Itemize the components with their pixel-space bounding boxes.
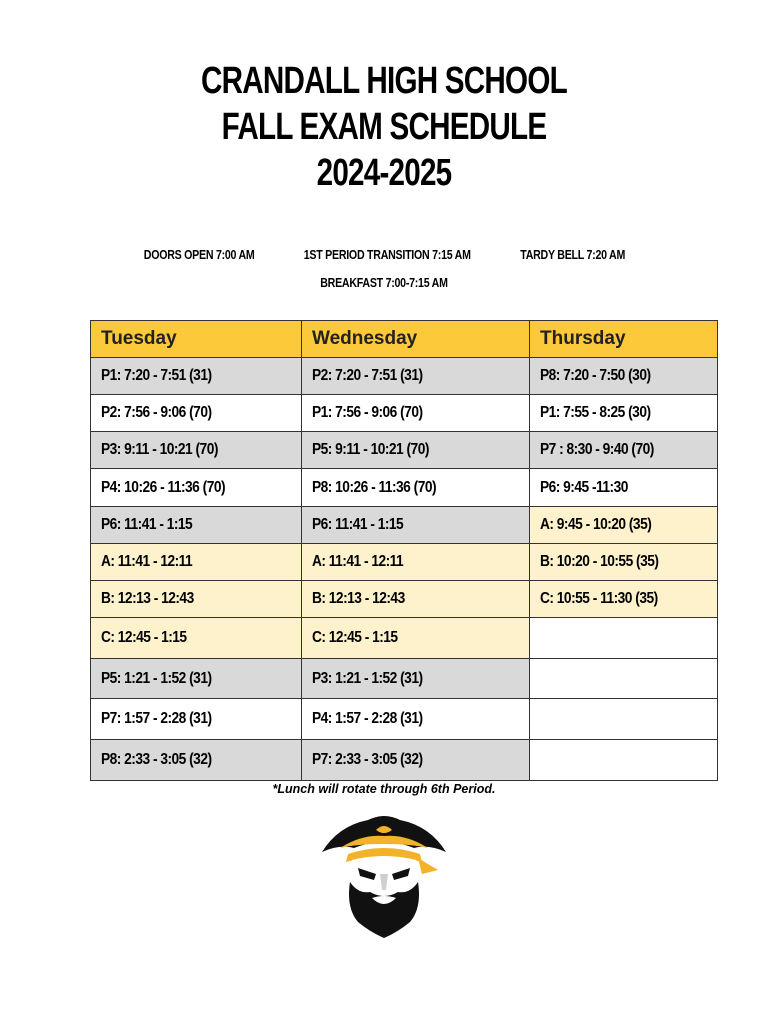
schedule-cell-text: P6: 11:41 - 1:15	[312, 516, 404, 533]
schedule-cell-text: P1: 7:55 - 8:25 (30)	[540, 404, 651, 421]
table-row	[91, 395, 718, 432]
schedule-cell	[530, 699, 718, 740]
schedule-cell-text: P2: 7:20 - 7:51 (31)	[312, 367, 423, 384]
schedule-cell-text: P8: 2:33 - 3:05 (32)	[101, 751, 212, 768]
table-row	[91, 618, 718, 659]
schedule-cell-text: B: 10:20 - 10:55 (35)	[540, 553, 659, 570]
schedule-cell	[530, 618, 718, 659]
transition-text: 1ST PERIOD TRANSITION 7:15 AM	[303, 248, 471, 262]
schedule-cell	[302, 618, 530, 659]
pirate-mascot-icon	[318, 808, 450, 940]
schedule-cell-text: A: 11:41 - 12:11	[312, 553, 404, 570]
schedule-cell-text: P3: 1:21 - 1:52 (31)	[312, 669, 423, 687]
schedule-cell-text: B: 12:13 - 12:43	[101, 590, 194, 607]
schedule-cell	[302, 507, 530, 544]
schedule-cell-text: P7 : 8:30 - 9:40 (70)	[540, 441, 654, 458]
page-title	[0, 58, 768, 196]
schedule-cell-text: C: 12:45 - 1:15	[312, 629, 398, 646]
schedule-cell	[302, 699, 530, 740]
schedule-cell	[91, 699, 302, 740]
header-tuesday: Tuesday	[91, 321, 302, 358]
exam-schedule-table	[90, 320, 718, 781]
lunch-footnote: *Lunch will rotate through 6th Period.	[272, 782, 496, 796]
table-row	[91, 507, 718, 544]
table-body	[91, 358, 718, 781]
schedule-cell	[302, 432, 530, 469]
schedule-cell	[302, 544, 530, 581]
table-row	[91, 358, 718, 395]
schedule-cell	[91, 659, 302, 699]
schedule-cell-text: C: 12:45 - 1:15	[101, 629, 187, 646]
schedule-cell	[302, 469, 530, 507]
schedule-cell	[91, 740, 302, 781]
table-row	[91, 544, 718, 581]
schedule-cell	[302, 740, 530, 781]
schedule-cell	[302, 659, 530, 699]
table-row	[91, 469, 718, 507]
schedule-cell-text: P4: 1:57 - 2:28 (31)	[312, 710, 423, 727]
schedule-cell	[91, 507, 302, 544]
doors-open-text: DOORS OPEN 7:00 AM	[143, 248, 255, 262]
schedule-cell-text: P2: 7:56 - 9:06 (70)	[101, 404, 212, 421]
tardy-bell-text: TARDY BELL 7:20 AM	[520, 248, 625, 262]
header-thursday: Thursday	[530, 321, 718, 358]
pirate-logo-svg	[318, 808, 450, 940]
schedule-cell	[530, 544, 718, 581]
schedule-cell	[302, 395, 530, 432]
schedule-cell-text: C: 10:55 - 11:30 (35)	[540, 590, 658, 607]
schedule-cell-text: P5: 1:21 - 1:52 (31)	[101, 669, 212, 687]
breakfast-text: BREAKFAST 7:00-7:15 AM	[320, 276, 448, 290]
schedule-cell	[530, 740, 718, 781]
schedule-cell	[91, 432, 302, 469]
title-line-schedule: FALL EXAM SCHEDULE	[221, 106, 547, 148]
schedule-cell-text: P1: 7:56 - 9:06 (70)	[312, 404, 423, 421]
schedule-cell-text: P1: 7:20 - 7:51 (31)	[101, 367, 212, 384]
schedule-cell-text: P7: 1:57 - 2:28 (31)	[101, 710, 212, 727]
schedule-cell-text: P5: 9:11 - 10:21 (70)	[312, 441, 429, 458]
schedule-cell	[530, 358, 718, 395]
title-line-year: 2024-2025	[316, 152, 452, 194]
schedule-cell-text: P7: 2:33 - 3:05 (32)	[312, 751, 423, 768]
title-line-school: CRANDALL HIGH SCHOOL	[201, 60, 567, 102]
schedule-cell	[302, 581, 530, 618]
schedule-cell	[91, 358, 302, 395]
schedule-cell	[91, 618, 302, 659]
schedule-cell	[91, 395, 302, 432]
schedule-cell	[530, 581, 718, 618]
schedule-cell	[91, 469, 302, 507]
table-header-row	[91, 321, 718, 358]
schedule-cell	[530, 469, 718, 507]
schedule-cell	[91, 544, 302, 581]
schedule-cell-text: P3: 9:11 - 10:21 (70)	[101, 441, 218, 458]
schedule-cell-text: P8: 10:26 - 11:36 (70)	[312, 478, 437, 496]
schedule-cell	[302, 358, 530, 395]
schedule-cell-text: P6: 11:41 - 1:15	[101, 516, 193, 533]
table-row	[91, 699, 718, 740]
table-row	[91, 659, 718, 699]
schedule-cell	[530, 432, 718, 469]
schedule-cell-text: P4: 10:26 - 11:36 (70)	[101, 478, 226, 496]
table-row	[91, 581, 718, 618]
schedule-cell	[530, 395, 718, 432]
header-wednesday: Wednesday	[302, 321, 530, 358]
info-line	[0, 248, 768, 262]
schedule-cell-text: A: 11:41 - 12:11	[101, 553, 193, 570]
breakfast-line	[0, 276, 768, 290]
schedule-cell-text: A: 9:45 - 10:20 (35)	[540, 516, 652, 533]
table-row	[91, 432, 718, 469]
schedule-cell	[91, 581, 302, 618]
schedule-cell	[530, 507, 718, 544]
schedule-cell-text: P6: 9:45 -11:30	[540, 478, 628, 496]
table-row	[91, 740, 718, 781]
schedule-cell-text: B: 12:13 - 12:43	[312, 590, 405, 607]
schedule-cell	[530, 659, 718, 699]
schedule-cell-text: P8: 7:20 - 7:50 (30)	[540, 367, 651, 384]
